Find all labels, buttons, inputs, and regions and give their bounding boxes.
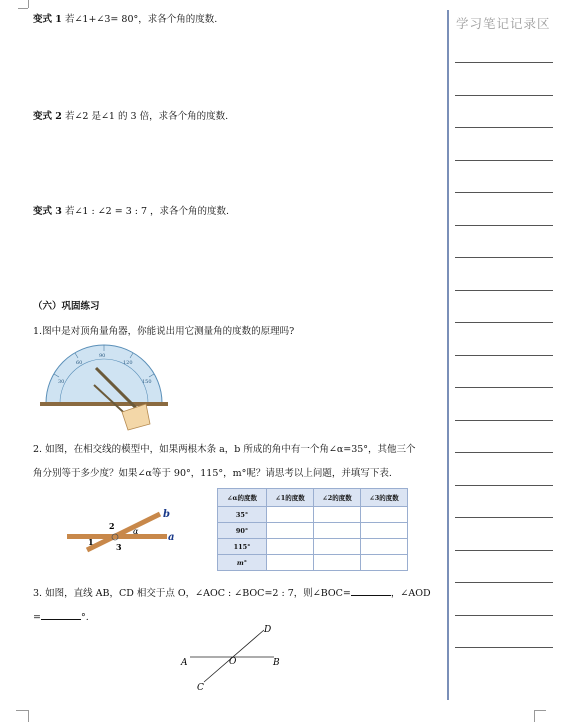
- scale-label: 150: [142, 379, 152, 385]
- table-cell: 90°: [218, 523, 267, 539]
- note-line: [455, 257, 553, 258]
- variant-text: 若∠2 是∠1 的 3 倍，求各个角的度数.: [64, 111, 229, 122]
- note-line: [455, 485, 553, 486]
- table-row: [218, 539, 408, 555]
- note-line: [455, 387, 553, 388]
- scale-label: 30: [58, 379, 65, 385]
- table-cell[interactable]: [361, 507, 408, 523]
- variant-label: 变式 2: [33, 111, 62, 122]
- table-header: ∠2的度数: [314, 489, 361, 507]
- table-cell[interactable]: [267, 555, 314, 571]
- variant-text: 若∠1 : ∠2 = 3 : 7 ，求各个角的度数.: [64, 206, 230, 217]
- question-3-line2: [33, 612, 89, 623]
- question-3-text-a: 3. 如图，直线 AB，CD 相交于点 O，∠AOC : ∠BOC=2 : 7，则∠BOC=: [33, 588, 351, 599]
- scale-label: 90: [99, 353, 106, 359]
- label-b: b: [163, 509, 170, 520]
- note-line: [455, 517, 553, 518]
- note-line: [455, 355, 553, 356]
- label-O: O: [229, 657, 237, 667]
- note-line: [455, 127, 553, 128]
- table-header: ∠1的度数: [267, 489, 314, 507]
- label-angle-2: 2: [109, 521, 115, 531]
- table-cell[interactable]: [314, 523, 361, 539]
- variant-label: 变式 1: [33, 14, 62, 25]
- note-line: [455, 290, 553, 291]
- angles-table: [217, 488, 408, 571]
- table-header: ∠α的度数: [218, 489, 267, 507]
- question-1-text: 1.图中是对顶角量角器，你能说出用它测量角的度数的原理吗?: [33, 326, 295, 337]
- table-row: [218, 523, 408, 539]
- question-2-line2: 角分别等于多少度？如果∠α等于 90°，115°，m°呢？请思考以上问题，并填写下表.: [33, 468, 392, 479]
- label-A: A: [181, 658, 188, 668]
- notes-area-title: 学习笔记记录区: [456, 16, 551, 31]
- crossed-sticks-figure: [62, 498, 187, 558]
- label-a: a: [168, 532, 175, 543]
- crop-mark: [18, 8, 28, 9]
- variant-text: 若∠1+∠3= 80°，求各个角的度数.: [64, 14, 218, 25]
- table-cell: m°: [218, 555, 267, 571]
- table-header: ∠3的度数: [361, 489, 408, 507]
- intersecting-lines-figure: [176, 620, 286, 692]
- table-cell: 115°: [218, 539, 267, 555]
- note-line: [455, 452, 553, 453]
- crop-mark: [534, 710, 546, 711]
- question-2-line1: 2. 如图，在相交线的模型中，如果两根木条 a，b 所成的角中有一个角∠α=35°，其他三个: [33, 444, 416, 455]
- note-line: [455, 95, 553, 96]
- variant-2: [33, 111, 228, 122]
- crop-mark: [534, 710, 535, 722]
- table-cell[interactable]: [267, 507, 314, 523]
- table-cell[interactable]: [361, 539, 408, 555]
- label-B: B: [273, 658, 280, 668]
- table-cell[interactable]: [267, 523, 314, 539]
- table-row: [218, 507, 408, 523]
- question-3-degree: °.: [80, 612, 89, 623]
- label-angle-1: 1: [88, 537, 94, 547]
- crop-mark: [28, 0, 29, 8]
- answer-blank-aod[interactable]: [41, 619, 81, 620]
- table-cell[interactable]: [361, 555, 408, 571]
- note-line: [455, 160, 553, 161]
- label-D: D: [264, 625, 272, 635]
- question-3-text-b: ，∠AOD: [390, 588, 431, 599]
- table-cell[interactable]: [267, 539, 314, 555]
- scale-label: 60: [76, 360, 83, 366]
- note-line: [455, 225, 553, 226]
- note-line: [455, 62, 553, 63]
- crop-mark: [16, 710, 28, 711]
- variant-label: 变式 3: [33, 206, 62, 217]
- note-line: [455, 550, 553, 551]
- answer-blank-boc[interactable]: [351, 595, 391, 596]
- note-line: [455, 582, 553, 583]
- section-title: （六）巩固练习: [33, 301, 100, 312]
- sidebar-divider: [447, 10, 449, 700]
- label-angle-3: 3: [116, 542, 122, 552]
- crop-mark: [28, 710, 29, 722]
- label-alpha: α: [133, 527, 139, 536]
- question-3-line1: [33, 588, 431, 599]
- table-cell[interactable]: [314, 507, 361, 523]
- question-3-eq: =: [33, 612, 41, 623]
- table-cell[interactable]: [361, 523, 408, 539]
- table-row: [218, 555, 408, 571]
- table-cell: 35°: [218, 507, 267, 523]
- table-header-row: [218, 489, 408, 507]
- note-line: [455, 322, 553, 323]
- variant-1: [33, 14, 217, 25]
- note-line: [455, 192, 553, 193]
- scale-label: 120: [123, 360, 133, 366]
- table-cell[interactable]: [314, 539, 361, 555]
- note-line: [455, 615, 553, 616]
- note-line: [455, 647, 553, 648]
- note-line: [455, 420, 553, 421]
- protractor-figure: [38, 340, 170, 432]
- variant-3: [33, 206, 229, 217]
- table-cell[interactable]: [314, 555, 361, 571]
- label-C: C: [197, 683, 204, 692]
